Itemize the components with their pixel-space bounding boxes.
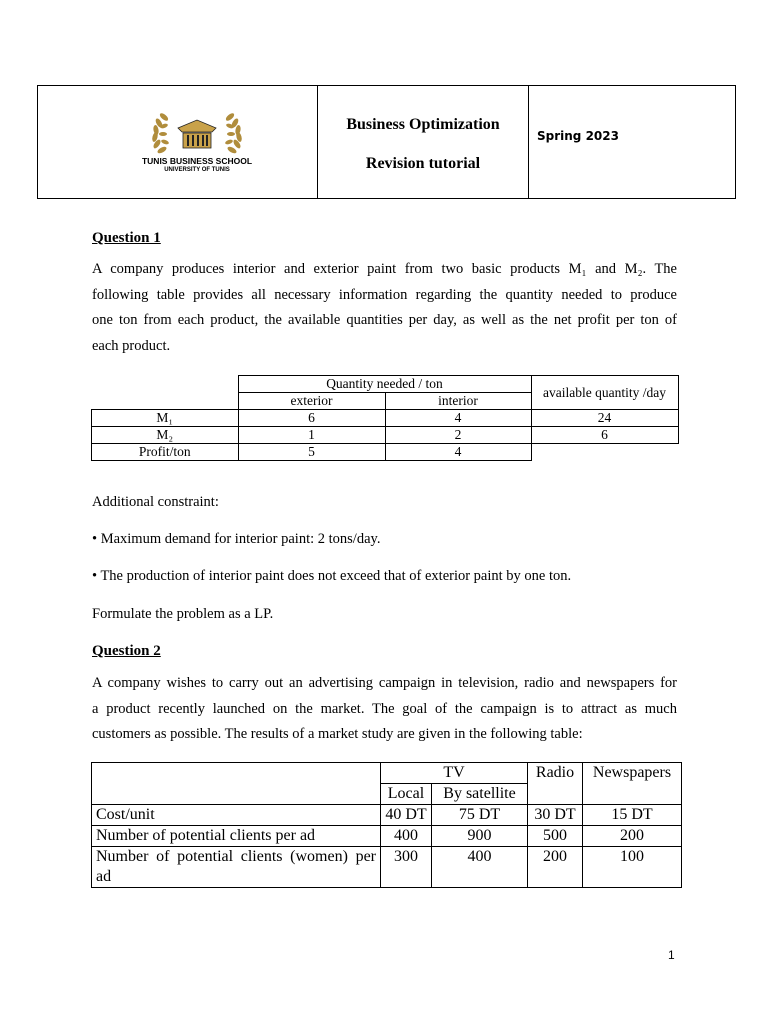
- table-row: [92, 410, 679, 427]
- row-label: Profit/ton: [92, 444, 239, 461]
- table-row: [92, 826, 682, 847]
- logo-name: TUNIS BUSINESS SCHOOL: [141, 156, 253, 166]
- cell-local: 400: [381, 826, 432, 847]
- cell-available: 6: [531, 427, 678, 444]
- header-radio: Radio: [528, 763, 583, 805]
- header-available-quantity: available quantity /day: [531, 376, 678, 410]
- row-label: Number of potential clients (women) per ad: [92, 847, 381, 888]
- course-title: Business Optimization: [346, 116, 500, 133]
- question-2-heading: Question 2: [92, 643, 161, 659]
- table-row: [92, 427, 679, 444]
- cell-interior: 4: [385, 410, 531, 427]
- cell-newspapers: 15 DT: [583, 805, 682, 826]
- intro-line: one ton from each product, the available quantities per day, as well as the net profit per ton of: [92, 312, 677, 329]
- header-interior: interior: [385, 393, 531, 410]
- header-satellite: By satellite: [432, 784, 528, 805]
- intro-line: customers as possible. The results of a market study are given in the following table:: [92, 726, 583, 743]
- cell-exterior: 6: [238, 410, 385, 427]
- intro-line: a product recently launched on the market. The goal of the campaign is to attract as much: [92, 700, 677, 717]
- cell-newspapers: 100: [583, 847, 682, 888]
- cell-radio: 500: [528, 826, 583, 847]
- term-cell: [529, 86, 735, 198]
- cell-exterior: 1: [238, 427, 385, 444]
- intro-line: A company produces interior and exterior paint from two basic products M₁ and M₂. The: [92, 261, 677, 277]
- cell-satellite: 900: [432, 826, 528, 847]
- cell-interior: 4: [385, 444, 531, 461]
- intro-line: following table provides all necessary information regarding the quantity needed to produce: [92, 286, 677, 303]
- course-subtitle: Revision tutorial: [365, 155, 481, 172]
- row-label: M₁: [92, 410, 239, 427]
- page-number: 1: [668, 948, 675, 962]
- header-quantity-needed: Quantity needed / ton: [238, 376, 531, 393]
- paint-table: [91, 375, 679, 461]
- question-2-intro: [92, 671, 677, 748]
- intro-line: A company wishes to carry out an advertising campaign in television, radio and newspapers for: [92, 675, 677, 691]
- cell-newspapers: 200: [583, 826, 682, 847]
- cell-exterior: 5: [238, 444, 385, 461]
- advertising-table: [91, 762, 682, 888]
- laurel-right-icon: [225, 112, 243, 155]
- header-tv: TV: [381, 763, 528, 784]
- cell-local: 40 DT: [381, 805, 432, 826]
- laurel-left-icon: [151, 112, 169, 155]
- row-label: Cost/unit: [92, 805, 381, 826]
- header-exterior: exterior: [238, 393, 385, 410]
- cell-radio: 30 DT: [528, 805, 583, 826]
- table-row: [92, 444, 679, 461]
- row-label: M₂: [92, 427, 239, 444]
- cell-radio: 200: [528, 847, 583, 888]
- additional-constraint-title: Additional constraint:: [92, 494, 219, 510]
- title-cell: [318, 86, 529, 198]
- building-icon: [178, 120, 216, 148]
- question-1-heading: Question 1: [92, 230, 161, 246]
- term-label: Spring 2023: [537, 129, 619, 143]
- cell-local: 300: [381, 847, 432, 888]
- constraint-max-demand: • Maximum demand for interior paint: 2 tons/day.: [92, 531, 381, 547]
- cell-interior: 2: [385, 427, 531, 444]
- question-1-intro: [92, 257, 677, 360]
- cell-available: 24: [531, 410, 678, 427]
- intro-line: each product.: [92, 338, 171, 355]
- header-newspapers: Newspapers: [583, 763, 682, 805]
- row-label: Number of potential clients per ad: [92, 826, 381, 847]
- logo-cell: [38, 86, 318, 198]
- document-header: [37, 85, 736, 199]
- task-formulate: Formulate the problem as a LP.: [92, 606, 274, 622]
- cell-satellite: 75 DT: [432, 805, 528, 826]
- logo-university: UNIVERSITY OF TUNIS: [164, 167, 230, 173]
- table-row: [92, 805, 682, 826]
- cell-satellite: 400: [432, 847, 528, 888]
- header-local: Local: [381, 784, 432, 805]
- table-row: [92, 847, 682, 888]
- constraint-production: • The production of interior paint does not exceed that of exterior paint by one ton.: [92, 568, 572, 584]
- tbs-logo: [102, 106, 292, 174]
